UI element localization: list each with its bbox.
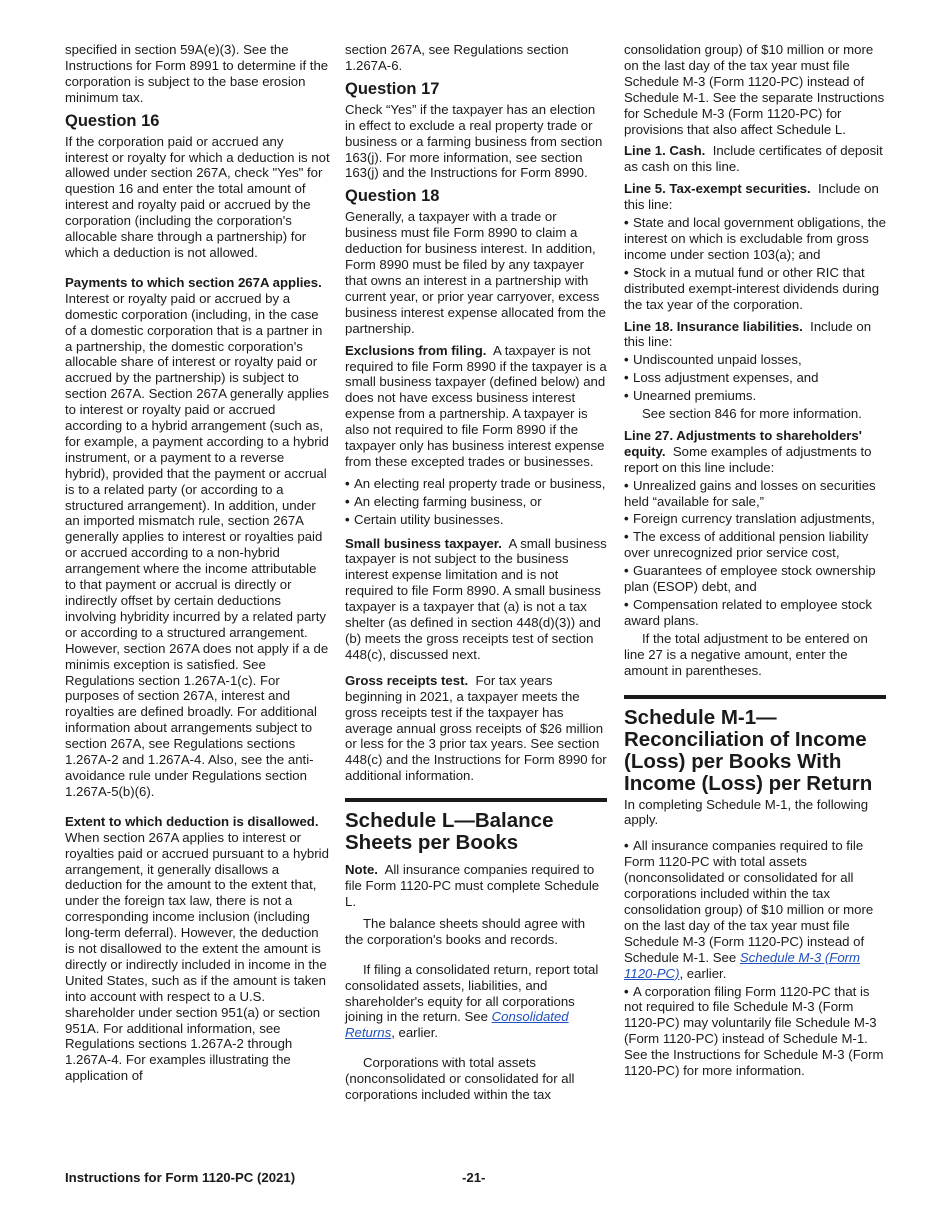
bullet-icon: • — [624, 597, 629, 612]
note-paragraph — [345, 862, 607, 910]
line-27-text: Some examples of adjustments to report on this line include: — [624, 443, 872, 475]
list-item: • Unrealized gains and losses on securities held “available for sale,” — [624, 477, 876, 509]
column-2 — [345, 42, 607, 1109]
bullet-icon: • — [624, 370, 629, 386]
bullet-icon: • — [624, 983, 629, 999]
payments-267a-paragraph — [65, 275, 330, 800]
payments-267a-text: Interest or royalty paid or accrued by a domestic corporation (including, in the case of a domestic corporation that is a partner in a partnership, the domestic corporation's allocable share of interest or royalty paid or accrued by the partnership) is subject to section 267A. Section 267A generally applies to interest or royalty paid or accrued according to a hybrid arrangement (such as, for example, a payment according to a hybrid instrument, or a payment to a reverse hybrid), provided that the payment or accrual is to a related party (or according to a structured arrangement). In addition, under an imported mismatch rule, section 267A generally applies to interest or royalties paid or accrued according to a non-hybrid arrangement where the income attributable to that payment or accrual is directly or indirectly offset by certain deductions involving hybridity incurred by a related party or according to a structured arrangement. However, section 267A does not apply if a de minimis exception is satisfied. See Regulations section 1.267A-1(c). For purposes of section 267A, interest and royalties are defined broadly. For additional information about arrangements subject to section 267A, see Regulations sections 1.267A-2 and 1.267A-4. Also, see the anti-avoidance rule under Regulations section 1.267A-5(b)(6). — [65, 290, 329, 799]
balance-sheets-text: The balance sheets should agree with the corporation's books and records. — [345, 915, 586, 947]
bullet-icon: • — [345, 511, 350, 527]
schedule-m1-intro: In completing Schedule M-1, the following apply. — [624, 796, 869, 828]
line-18-text: Include on this line: — [624, 318, 872, 350]
line-1-text: Include certificates of deposit as cash on this line. — [624, 143, 883, 175]
schedule-l-heading: Schedule L—Balance Sheets per Books — [345, 809, 554, 855]
col2-intro: section 267A, see Regulations section 1.267A-6. — [345, 42, 569, 73]
bullet-icon: • — [624, 563, 629, 579]
line-1-label: Line 1. Cash. — [624, 143, 706, 159]
list-item: • Stock in a mutual fund or other RIC that distributed exempt-interest dividends during the tax year of the corporation. — [624, 264, 880, 312]
line-5-label: Line 5. Tax-exempt securities. — [624, 181, 811, 197]
line-1-paragraph — [624, 143, 886, 175]
note-label: Note. — [345, 862, 378, 878]
small-business-label: Small business taxpayer. — [345, 535, 502, 551]
list-item: • Foreign currency translation adjustments, — [624, 511, 875, 527]
line-27-after-text: If the total adjustment to be entered on line 27 is a negative amount, enter the amount in parentheses. — [624, 630, 868, 678]
bullet-icon: • — [345, 475, 350, 491]
question-17-text: Check “Yes” if the taxpayer has an election in effect to exclude a real property trade or business or a farming business from section 163(j). For more information, see section 163(j) and the Instructions for Form 8990. — [345, 101, 603, 181]
line-27-label: Line 27. Adjustments to shareholders' equity. — [624, 427, 862, 459]
gross-receipts-label: Gross receipts test. — [345, 672, 469, 688]
col3-intro: consolidation group) of $10 million or more on the last day of the tax year must file Schedule M-3 (Form 1120-PC) instead of Schedule M-1. See the separate Instructions for Schedule M-3 (Form 1120-PC) for provisions that also affect Schedule L. — [624, 42, 885, 137]
bullet-icon: • — [624, 838, 629, 854]
extent-text: When section 267A applies to interest or royalties paid or accrued pursuant to a hybrid arrangement, it generally disallows a deduction for the amount to the extent that, under the foreign tax law, there is not a corresponding income inclusion (including long-term deferral). However, the deduction is not disallowed to the extent the amount is directly or indirectly included in income in the United States, such as if the amount is taken into account with respect to a U.S. shareholder under section 951(a) or section 951A. For additional information, see Regulations sections 1.267A-2 through 1.267A-4. For examples illustrating the application of — [65, 829, 329, 1084]
line-5-text: Include on this line: — [624, 181, 879, 213]
exclusions-paragraph — [345, 343, 607, 470]
list-item: • State and local government obligations, the interest on which is excludable from gross income under section 103(a); and — [624, 215, 886, 262]
bullet-icon: • — [624, 477, 629, 493]
consolidated-returns-link[interactable]: Consolidated Returns — [345, 1009, 569, 1041]
line-5-paragraph — [624, 181, 886, 213]
list-item: • An electing farming business, or — [345, 493, 542, 509]
schedule-l-section — [345, 798, 607, 854]
small-business-text: A small business taxpayer is not subject to the business interest expense limitation and is not required to file Form 8990. A small business taxpayer is a taxpayer that (a) is not a tax shelter (as defined in section 448(d)(3)) and (b) meets the gross receipts test of section 448(c), discussed next. — [345, 535, 607, 662]
bullet-icon: • — [624, 511, 629, 527]
list-item: • Certain utility businesses. — [345, 511, 504, 527]
list-item: • Undiscounted unpaid losses, — [624, 352, 802, 368]
line-27-paragraph — [624, 428, 886, 476]
list-item: • A corporation filing Form 1120-PC that is not required to file Schedule M-3 (Form 1120-PC) may voluntarily file Schedule M-3 (Form 1120-PC) instead of Schedule M-1. See the Instructions for Schedule M-3 (Form 1120-PC) for more information. — [624, 983, 884, 1079]
list-item: • All insurance companies required to file Form 1120-PC with total assets (nonconsolidated or consolidated for all corporations included within the tax consolidation group) of $10 million or more on the last day of the tax year must file Schedule M-3 (Form 1120-PC) instead of Schedule M-1. See Schedule M-3 (Form 1120-PC), earlier. — [624, 838, 874, 981]
line-18-label: Line 18. Insurance liabilities. — [624, 318, 803, 334]
bullet-icon: • — [624, 215, 629, 231]
bullet-icon: • — [345, 493, 350, 509]
column-1 — [65, 42, 330, 1090]
list-item: • Guarantees of employee stock ownership plan (ESOP) debt, and — [624, 563, 876, 595]
list-item: • Loss adjustment expenses, and — [624, 370, 819, 386]
question-18-heading: Question 18 — [345, 187, 440, 206]
note-text: All insurance companies required to file Form 1120-PC must complete Schedule L. — [345, 862, 600, 909]
question-18-text: Generally, a taxpayer with a trade or business must file Form 8990 to claim a deduction for business interest. In addition, Form 8990 must be filed by any taxpayer that owns an interest in a partnership with current year, or prior year carryover, excess business interest expense allocated from the partnership. — [345, 209, 606, 336]
list-item: • Compensation related to employee stock award plans. — [624, 597, 872, 628]
exclusions-label: Exclusions from filing. — [345, 342, 487, 358]
small-business-paragraph — [345, 536, 607, 663]
extent-label: Extent to which deduction is disallowed. — [65, 813, 319, 829]
list-item: • An electing real property trade or business, — [345, 475, 606, 491]
extent-paragraph — [65, 814, 330, 1084]
bullet-icon: • — [624, 352, 629, 368]
col1-intro: specified in section 59A(e)(3). See the Instructions for Form 8991 to determine if the corporation is subject to the base erosion minimum tax. — [65, 42, 329, 105]
gross-receipts-text: For tax years beginning in 2021, a taxpayer meets the gross receipts test if the taxpayer has average annual gross receipts of $26 million or less for the 3 prior tax years. See section 448(c) and the Instructions for Form 8990 for additional information. — [345, 672, 607, 784]
question-17-heading: Question 17 — [345, 79, 440, 98]
schedule-m1-heading: Schedule M-1—Reconciliation of Income (Loss) per Books With Income (Loss) per Return — [624, 705, 873, 795]
line-18-paragraph — [624, 319, 886, 351]
bullet-icon: • — [624, 388, 629, 404]
schedule-m3-link[interactable]: Schedule M-3 (Form 1120-PC) — [624, 949, 861, 981]
line-18-see-text: See section 846 for more information. — [642, 406, 862, 422]
bullet-icon: • — [624, 264, 629, 280]
page-number: -21- — [462, 1170, 486, 1185]
list-item: • The excess of additional pension liability over unrecognized prior service cost, — [624, 529, 869, 561]
exclusions-text: A taxpayer is not required to file Form 8990 if the taxpayer is a small business taxpayer (defined below) and does not have excess business interest expense from a partnership. A taxpayer is also not required to file Form 8990 if the taxpayer only has business interest expense from these excepted trades or businesses. — [345, 342, 607, 469]
corporations-total-assets-text: Corporations with total assets (nonconsolidated or consolidated for all corporations included within the tax — [345, 1055, 575, 1103]
column-3 — [624, 42, 886, 1081]
payments-267a-label: Payments to which section 267A applies. — [65, 274, 322, 290]
list-item: • Unearned premiums. — [624, 388, 757, 404]
consolidated-paragraph: If filing a consolidated return, report total consolidated assets, liabilities, and shareholder's equity for all corporations joining in the return. See Consolidated Returns, earlier. — [345, 961, 599, 1041]
question-16-text: If the corporation paid or accrued any interest or royalty for which a deduction is not allowed under section 267A, check "Yes" for question 16 and enter the total amount of interest and royalty paid or accrued by the corporation (including the corporation's allocable share through a partnership) for which a deduction is not allowed. — [65, 133, 330, 260]
footer-form-title: Instructions for Form 1120-PC (2021) — [65, 1170, 296, 1185]
gross-receipts-paragraph — [345, 673, 607, 784]
question-16-heading: Question 16 — [65, 111, 160, 130]
consolidated-text: If filing a consolidated return, report total consolidated assets, liabilities, and shareholder's equity for all corporations joining in the return. See — [345, 961, 599, 1025]
schedule-m1-section — [624, 695, 886, 795]
bullet-icon: • — [624, 529, 629, 545]
